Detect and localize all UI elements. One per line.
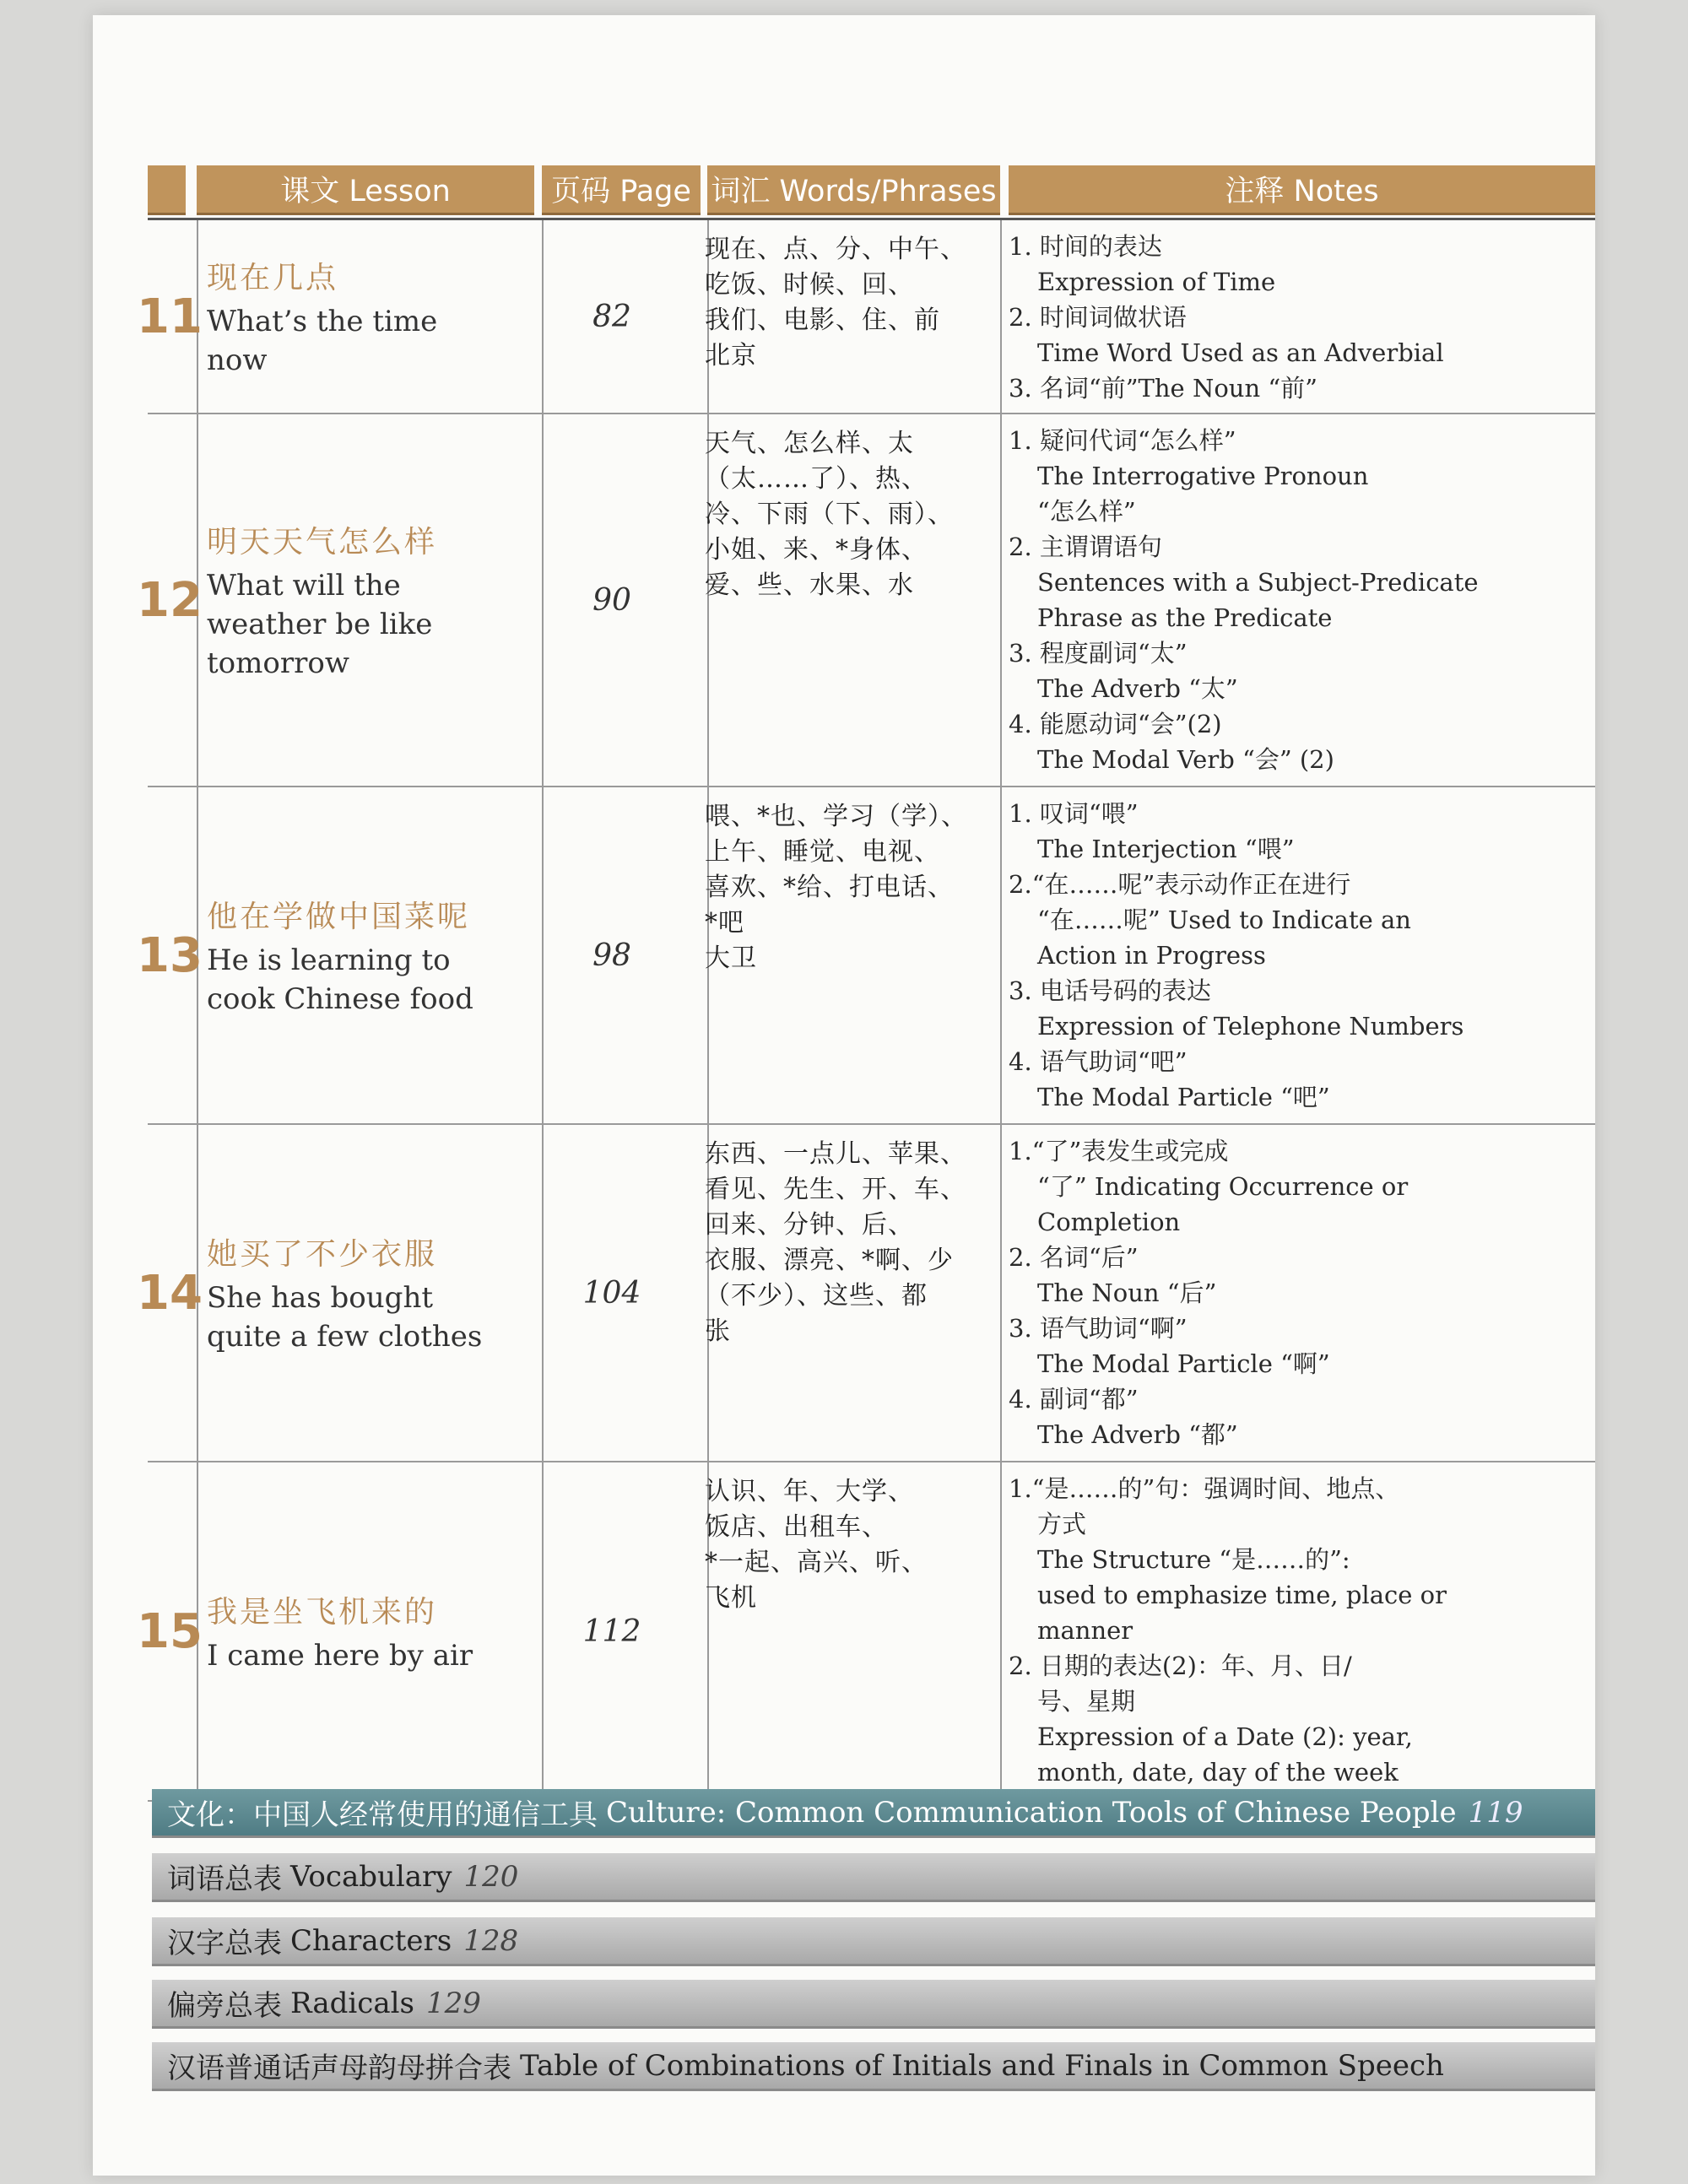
lesson-number: 13 xyxy=(137,927,203,983)
note-heading: 2. 时间词做状语 xyxy=(1009,303,1187,332)
word-line: 冷、下雨（下、雨）、 xyxy=(705,500,954,529)
radicals-page: 129 xyxy=(425,1986,481,2020)
lesson-number: 14 xyxy=(137,1265,203,1321)
culture-en: Culture: Common Communication Tools of Chinese People xyxy=(606,1795,1457,1830)
note-heading: 2. 日期的表达(2)：年、月、日/ xyxy=(1009,1652,1352,1680)
word-line: 衣服、漂亮、*啊、少 xyxy=(705,1246,954,1275)
note-heading: 1. 叹词“喂” xyxy=(1009,799,1139,828)
note-line: “怎么样” xyxy=(1037,497,1136,526)
lesson-row xyxy=(137,414,1595,787)
note-line: The Modal Particle “啊” xyxy=(1037,1349,1330,1378)
lesson-row xyxy=(137,1125,1595,1462)
lesson-title-cn: 他在学做中国菜呢 xyxy=(207,899,471,934)
note-line: “在……呢” Used to Indicate an xyxy=(1037,905,1411,934)
lesson-title-cn: 我是坐飞机来的 xyxy=(207,1594,438,1630)
word-line: （不少）、这些、都 xyxy=(705,1281,928,1311)
word-line: 吃饭、时候、回、 xyxy=(705,270,914,300)
note-line: Completion xyxy=(1037,1208,1181,1236)
lesson-title-en: What will the weather be like tomorrow xyxy=(207,568,433,680)
lesson-notes xyxy=(1009,1471,1591,1790)
lesson-page-number: 104 xyxy=(582,1275,641,1311)
lesson-page-number: 98 xyxy=(592,938,631,973)
vocabulary-en: Vocabulary xyxy=(290,1859,452,1894)
lesson-title-cn: 她买了不少衣服 xyxy=(207,1236,438,1272)
lesson-title-cell xyxy=(207,1125,485,1461)
contents-table xyxy=(137,165,1595,1802)
note-line: Expression of a Date (2): year, xyxy=(1037,1722,1413,1751)
lesson-row xyxy=(137,787,1595,1125)
lesson-words xyxy=(705,799,992,976)
lesson-title-cn: 明天天气怎么样 xyxy=(207,524,438,560)
word-line: 北京 xyxy=(705,341,757,370)
note-heading: 3. 语气助词“啊” xyxy=(1009,1314,1188,1343)
lesson-words xyxy=(705,426,992,603)
lesson-words xyxy=(705,1474,992,1616)
column-divider xyxy=(1000,787,1002,1123)
note-line: The Structure “是……的”: xyxy=(1037,1545,1350,1574)
culture-bar xyxy=(152,1789,1595,1838)
note-heading: 2. 主谓谓语句 xyxy=(1009,532,1162,561)
combinations-bar xyxy=(152,2042,1595,2091)
note-heading: 1. 疑问代词“怎么样” xyxy=(1009,426,1236,455)
table-body xyxy=(137,218,1595,1802)
lesson-page-number: 82 xyxy=(592,299,631,334)
lesson-page-number: 112 xyxy=(582,1614,641,1649)
note-line: Action in Progress xyxy=(1037,941,1266,970)
note-line: Expression of Telephone Numbers xyxy=(1037,1012,1464,1041)
note-line: Sentences with a Subject-Predicate xyxy=(1037,568,1479,597)
lesson-words xyxy=(705,1137,992,1349)
lesson-title-en: I came here by air xyxy=(207,1638,473,1673)
note-heading: 1.“了”表发生或完成 xyxy=(1009,1137,1229,1165)
note-line: 号、星期 xyxy=(1037,1687,1136,1716)
note-line: Expression of Time xyxy=(1037,268,1276,296)
radicals-en: Radicals xyxy=(290,1986,414,2020)
lesson-title-cn: 现在几点 xyxy=(207,260,339,295)
note-line: The Interjection “喂” xyxy=(1037,835,1295,863)
word-line: 看见、先生、开、车、 xyxy=(705,1175,966,1204)
vocabulary-page: 120 xyxy=(463,1859,519,1894)
characters-en: Characters xyxy=(290,1923,452,1958)
radicals-bar xyxy=(152,1980,1595,2029)
note-line: 方式 xyxy=(1037,1510,1087,1538)
word-line: 天气、怎么样、太 xyxy=(705,429,914,458)
word-line: 回来、分钟、后、 xyxy=(705,1210,914,1240)
characters-bar xyxy=(152,1917,1595,1966)
note-heading: 3. 程度副词“太” xyxy=(1009,639,1188,668)
lesson-notes xyxy=(1009,796,1591,1115)
note-line: The Modal Verb “会” (2) xyxy=(1037,745,1334,774)
word-line: 东西、一点儿、苹果、 xyxy=(705,1139,966,1169)
word-line: 我们、电影、住、前 xyxy=(705,305,940,335)
word-line: 饭店、出租车、 xyxy=(705,1512,888,1542)
lesson-row xyxy=(137,220,1595,414)
note-line: “了” Indicating Occurrence or xyxy=(1037,1172,1409,1201)
note-heading: 2.“在……呢”表示动作正在进行 xyxy=(1009,870,1351,899)
note-heading: 4. 副词“都” xyxy=(1009,1385,1139,1414)
characters-page: 128 xyxy=(463,1923,519,1958)
word-line: （太……了）、热、 xyxy=(705,464,928,494)
culture-page: 119 xyxy=(1468,1795,1523,1830)
word-line: 大卫 xyxy=(705,943,757,973)
column-divider xyxy=(1000,414,1002,786)
word-line: *一起、高兴、听、 xyxy=(705,1548,928,1577)
word-line: 喂、*也、学习（学）、 xyxy=(705,802,967,831)
word-line: 小姐、来、*身体、 xyxy=(705,535,928,565)
combinations-en: Table of Combinations of Initials and Finals in Common Speech xyxy=(520,2048,1444,2083)
table-header xyxy=(148,165,1595,218)
header-lesson: 课文 Lesson xyxy=(197,165,534,215)
characters-cn: 汉字总表 xyxy=(167,1927,282,1960)
vocabulary-cn: 词语总表 xyxy=(167,1862,282,1896)
note-heading: 2. 名词“后” xyxy=(1009,1243,1139,1272)
combinations-cn: 汉语普通话声母韵母拼合表 xyxy=(167,2052,511,2085)
lesson-number: 15 xyxy=(137,1603,203,1659)
note-line: Phrase as the Predicate xyxy=(1037,603,1333,632)
note-heading: 3. 名词“前”The Noun “前” xyxy=(1009,374,1317,403)
column-divider xyxy=(1000,220,1002,413)
word-line: 认识、年、大学、 xyxy=(705,1477,914,1506)
word-line: 张 xyxy=(705,1316,731,1346)
note-heading: 1. 时间的表达 xyxy=(1009,232,1162,261)
note-line: Time Word Used as an Adverbial xyxy=(1037,338,1444,367)
word-line: 上午、睡觉、电视、 xyxy=(705,837,940,867)
lesson-title-cell xyxy=(207,787,485,1123)
header-page: 页码 Page xyxy=(542,165,701,215)
note-line: The Interrogative Pronoun xyxy=(1037,462,1369,490)
word-line: *吧 xyxy=(705,908,744,938)
lesson-notes xyxy=(1009,229,1591,406)
note-line: The Adverb “都” xyxy=(1037,1420,1238,1449)
note-heading: 3. 电话号码的表达 xyxy=(1009,976,1211,1005)
note-line: The Adverb “太” xyxy=(1037,674,1238,703)
note-line: The Modal Particle “吧” xyxy=(1037,1083,1330,1111)
vocabulary-bar xyxy=(152,1853,1595,1902)
lesson-title-cell xyxy=(207,1462,485,1800)
lesson-notes xyxy=(1009,423,1591,777)
header-words: 词汇 Words/Phrases xyxy=(707,165,1000,215)
header-num-cell xyxy=(148,165,186,215)
note-line: used to emphasize time, place or xyxy=(1037,1581,1447,1609)
lesson-title-en: He is learning to cook Chinese food xyxy=(207,943,473,1016)
lesson-title-cell xyxy=(207,414,485,786)
word-line: 喜欢、*给、打电话、 xyxy=(705,873,954,902)
word-line: 飞机 xyxy=(705,1583,757,1613)
column-divider xyxy=(1000,1462,1002,1800)
culture-cn: 文化：中国人经常使用的通信工具 xyxy=(167,1798,598,1832)
lesson-row xyxy=(137,1462,1595,1802)
note-heading: 4. 能愿动词“会”(2) xyxy=(1009,710,1222,738)
column-divider xyxy=(1000,1125,1002,1461)
note-line: manner xyxy=(1037,1616,1133,1645)
lesson-notes xyxy=(1009,1133,1591,1452)
note-heading: 4. 语气助词“吧” xyxy=(1009,1047,1188,1076)
header-notes: 注释 Notes xyxy=(1009,165,1595,215)
radicals-cn: 偏旁总表 xyxy=(167,1989,282,2023)
word-line: 爱、些、水果、水 xyxy=(705,570,914,600)
lesson-title-en: What’s the time now xyxy=(207,304,438,377)
lesson-page-number: 90 xyxy=(592,582,631,618)
lesson-words xyxy=(705,232,992,374)
lesson-title-cell xyxy=(207,220,485,413)
lesson-title-en: She has bought quite a few clothes xyxy=(207,1280,483,1354)
lesson-number: 11 xyxy=(137,289,203,344)
note-line: The Noun “后” xyxy=(1037,1279,1217,1307)
note-heading: 1.“是……的”句：强调时间、地点、 xyxy=(1009,1474,1400,1503)
lesson-number: 12 xyxy=(137,572,203,628)
word-line: 现在、点、分、中午、 xyxy=(705,235,966,264)
note-line: month, date, day of the week xyxy=(1037,1758,1399,1787)
